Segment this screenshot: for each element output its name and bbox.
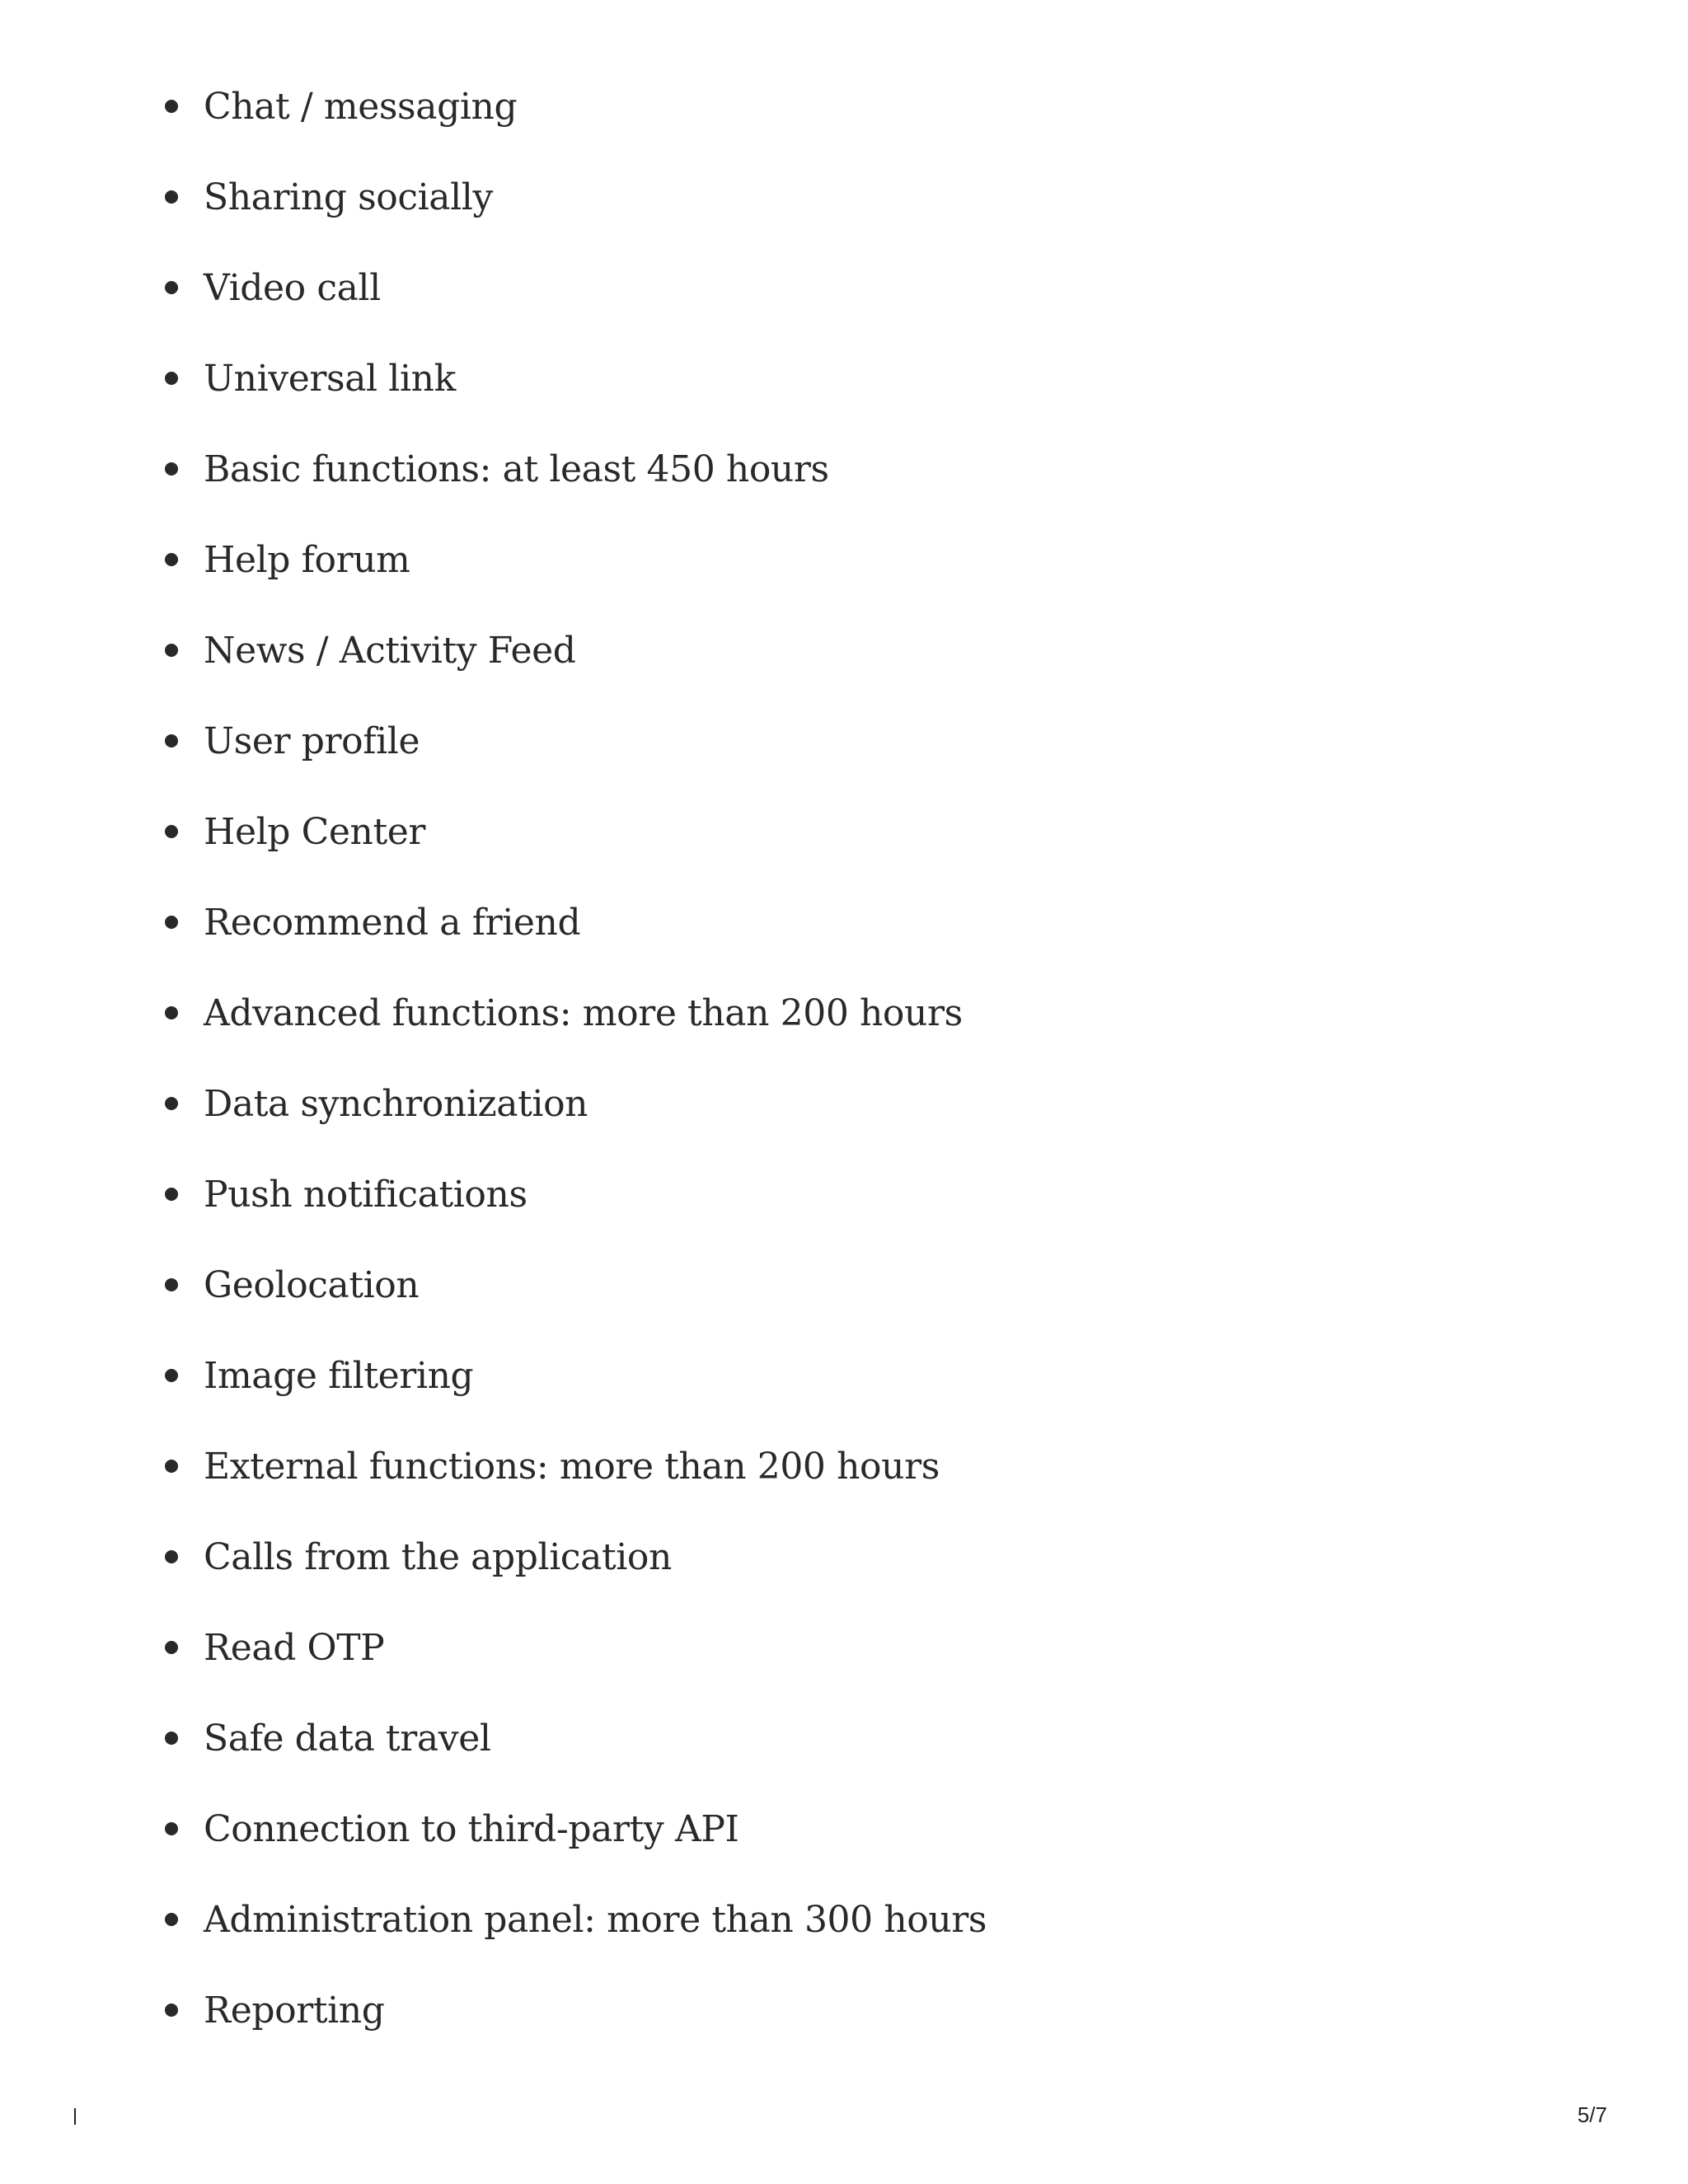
list-item-text: Help forum: [204, 539, 410, 581]
bullet-icon: [165, 1278, 178, 1291]
list-item-text: Help Center: [204, 811, 426, 853]
bullet-icon: [165, 281, 178, 294]
bullet-icon: [165, 2004, 178, 2017]
list-item-text: Recommend a friend: [204, 902, 581, 944]
bullet-icon: [165, 1550, 178, 1563]
bullet-icon: [165, 1097, 178, 1110]
bullet-icon: [165, 1913, 178, 1926]
list-item-text: News / Activity Feed: [204, 630, 576, 672]
list-item-text: Universal link: [204, 358, 456, 400]
list-item-text: User profile: [204, 720, 420, 762]
list-item-text: Geolocation: [204, 1264, 420, 1306]
bullet-icon: [165, 825, 178, 838]
bullet-icon: [165, 372, 178, 385]
bullet-icon: [165, 1822, 178, 1835]
list-item-text: Advanced functions: more than 200 hours: [204, 992, 963, 1034]
bullet-icon: [165, 100, 178, 113]
list-item-text: Calls from the application: [204, 1536, 672, 1578]
bullet-icon: [165, 916, 178, 929]
list-item-text: External functions: more than 200 hours: [204, 1446, 940, 1488]
bullet-icon: [165, 1732, 178, 1745]
bullet-icon: [165, 1641, 178, 1654]
list-item-text: Administration panel: more than 300 hours: [204, 1899, 987, 1941]
bullet-icon: [165, 190, 178, 204]
bullet-icon: [165, 1460, 178, 1473]
list-item-text: Image filtering: [204, 1355, 474, 1397]
list-item-text: Connection to third-party API: [204, 1808, 739, 1850]
bullet-icon: [165, 734, 178, 748]
page-number: 5/7: [1577, 2102, 1607, 2127]
bullet-icon: [165, 1369, 178, 1382]
bullet-icon: [165, 553, 178, 566]
list-item-text: Push notifications: [204, 1174, 528, 1216]
bullet-icon: [165, 644, 178, 657]
list-item-text: Sharing socially: [204, 176, 493, 218]
list-item-text: Data synchronization: [204, 1083, 588, 1125]
list-item-text: Basic functions: at least 450 hours: [204, 448, 829, 490]
list-item-text: Read OTP: [204, 1627, 385, 1669]
list-item-text: Video call: [204, 267, 381, 309]
list-item-text: Safe data travel: [204, 1718, 491, 1760]
bullet-icon: [165, 1188, 178, 1201]
list-item-text: Chat / messaging: [204, 86, 518, 128]
bullet-icon: [165, 1006, 178, 1019]
bullet-icon: [165, 462, 178, 476]
list-item-text: Reporting: [204, 1990, 385, 2032]
footer-divider: [74, 2108, 76, 2125]
